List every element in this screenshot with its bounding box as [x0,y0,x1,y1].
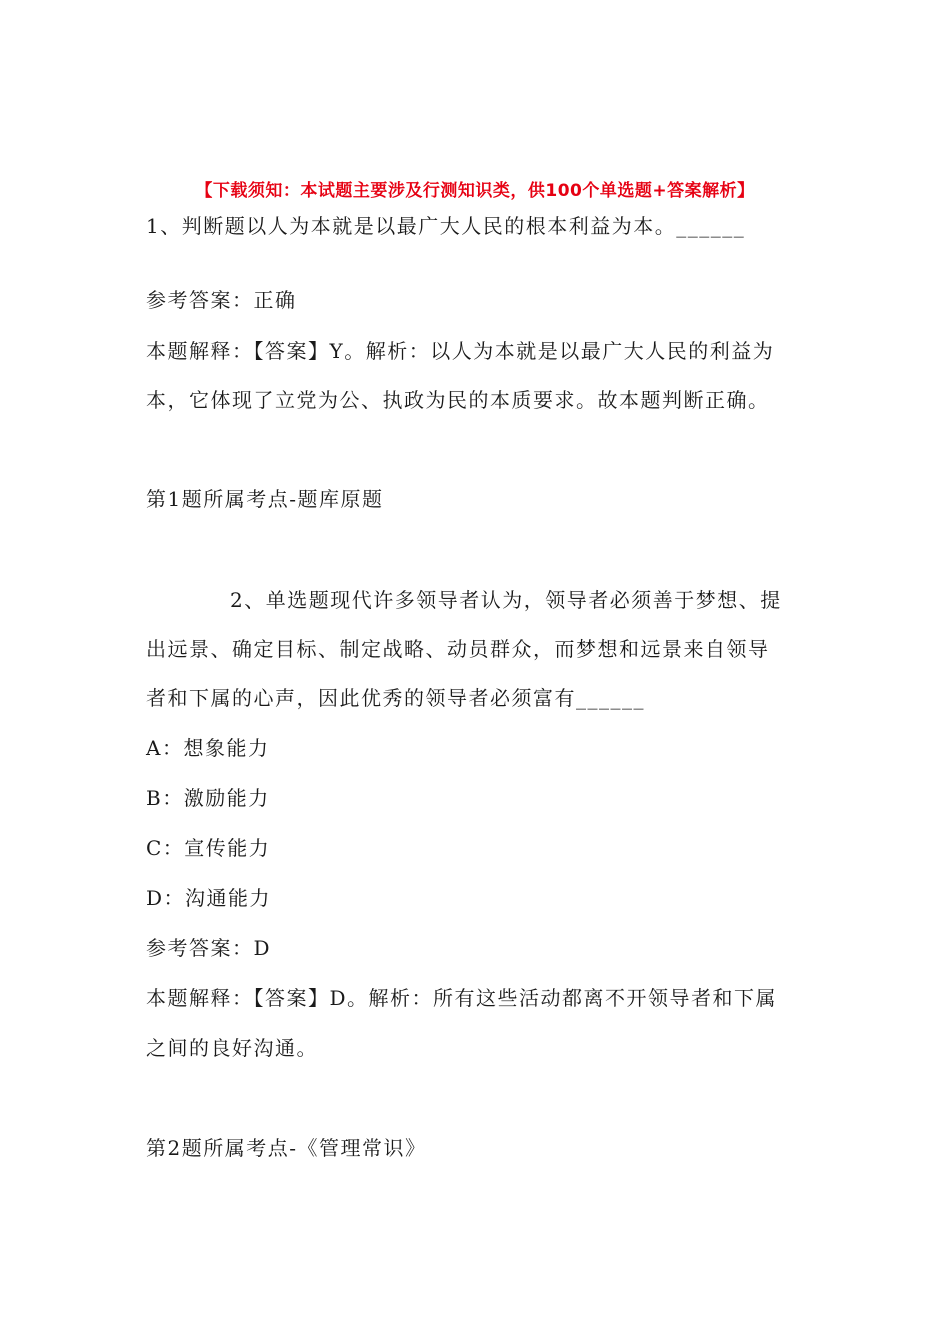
q2-option-c: C：宣传能力 [146,836,271,860]
q1-explanation-line1: 本题解释：【答案】Y。解析：以人为本就是以最广大人民的利益为 [146,339,775,363]
q2-option-a: A：想象能力 [146,736,270,760]
q2-option-b: B：激励能力 [146,786,270,810]
q2-question-line1: 2、单选题现代许多领导者认为，领导者必须善于梦想、提 [230,588,782,612]
q1-question: 1、判断题以人为本就是以最广大人民的根本利益为本。______ [146,214,746,238]
download-notice: 【下载须知：本试题主要涉及行测知识类，供100个单选题+答案解析】 [195,181,755,201]
q1-topic: 第1题所属考点-题库原题 [146,487,384,511]
q2-option-d: D：沟通能力 [146,886,272,910]
q2-explanation-line2: 之间的良好沟通。 [146,1036,318,1060]
q2-question-line3: 者和下属的心声，因此优秀的领导者必须富有______ [146,686,645,710]
q1-explanation-line2: 本，它体现了立党为公、执政为民的本质要求。故本题判断正确。 [146,388,770,412]
q1-answer: 参考答案：正确 [146,288,297,312]
q2-answer: 参考答案：D [146,936,272,960]
q2-explanation-line1: 本题解释：【答案】D。解析：所有这些活动都离不开领导者和下属 [146,986,778,1010]
q2-topic: 第2题所属考点-《管理常识》 [146,1136,427,1160]
q2-question-line2: 出远景、确定目标、制定战略、动员群众，而梦想和远景来自领导 [146,637,770,661]
